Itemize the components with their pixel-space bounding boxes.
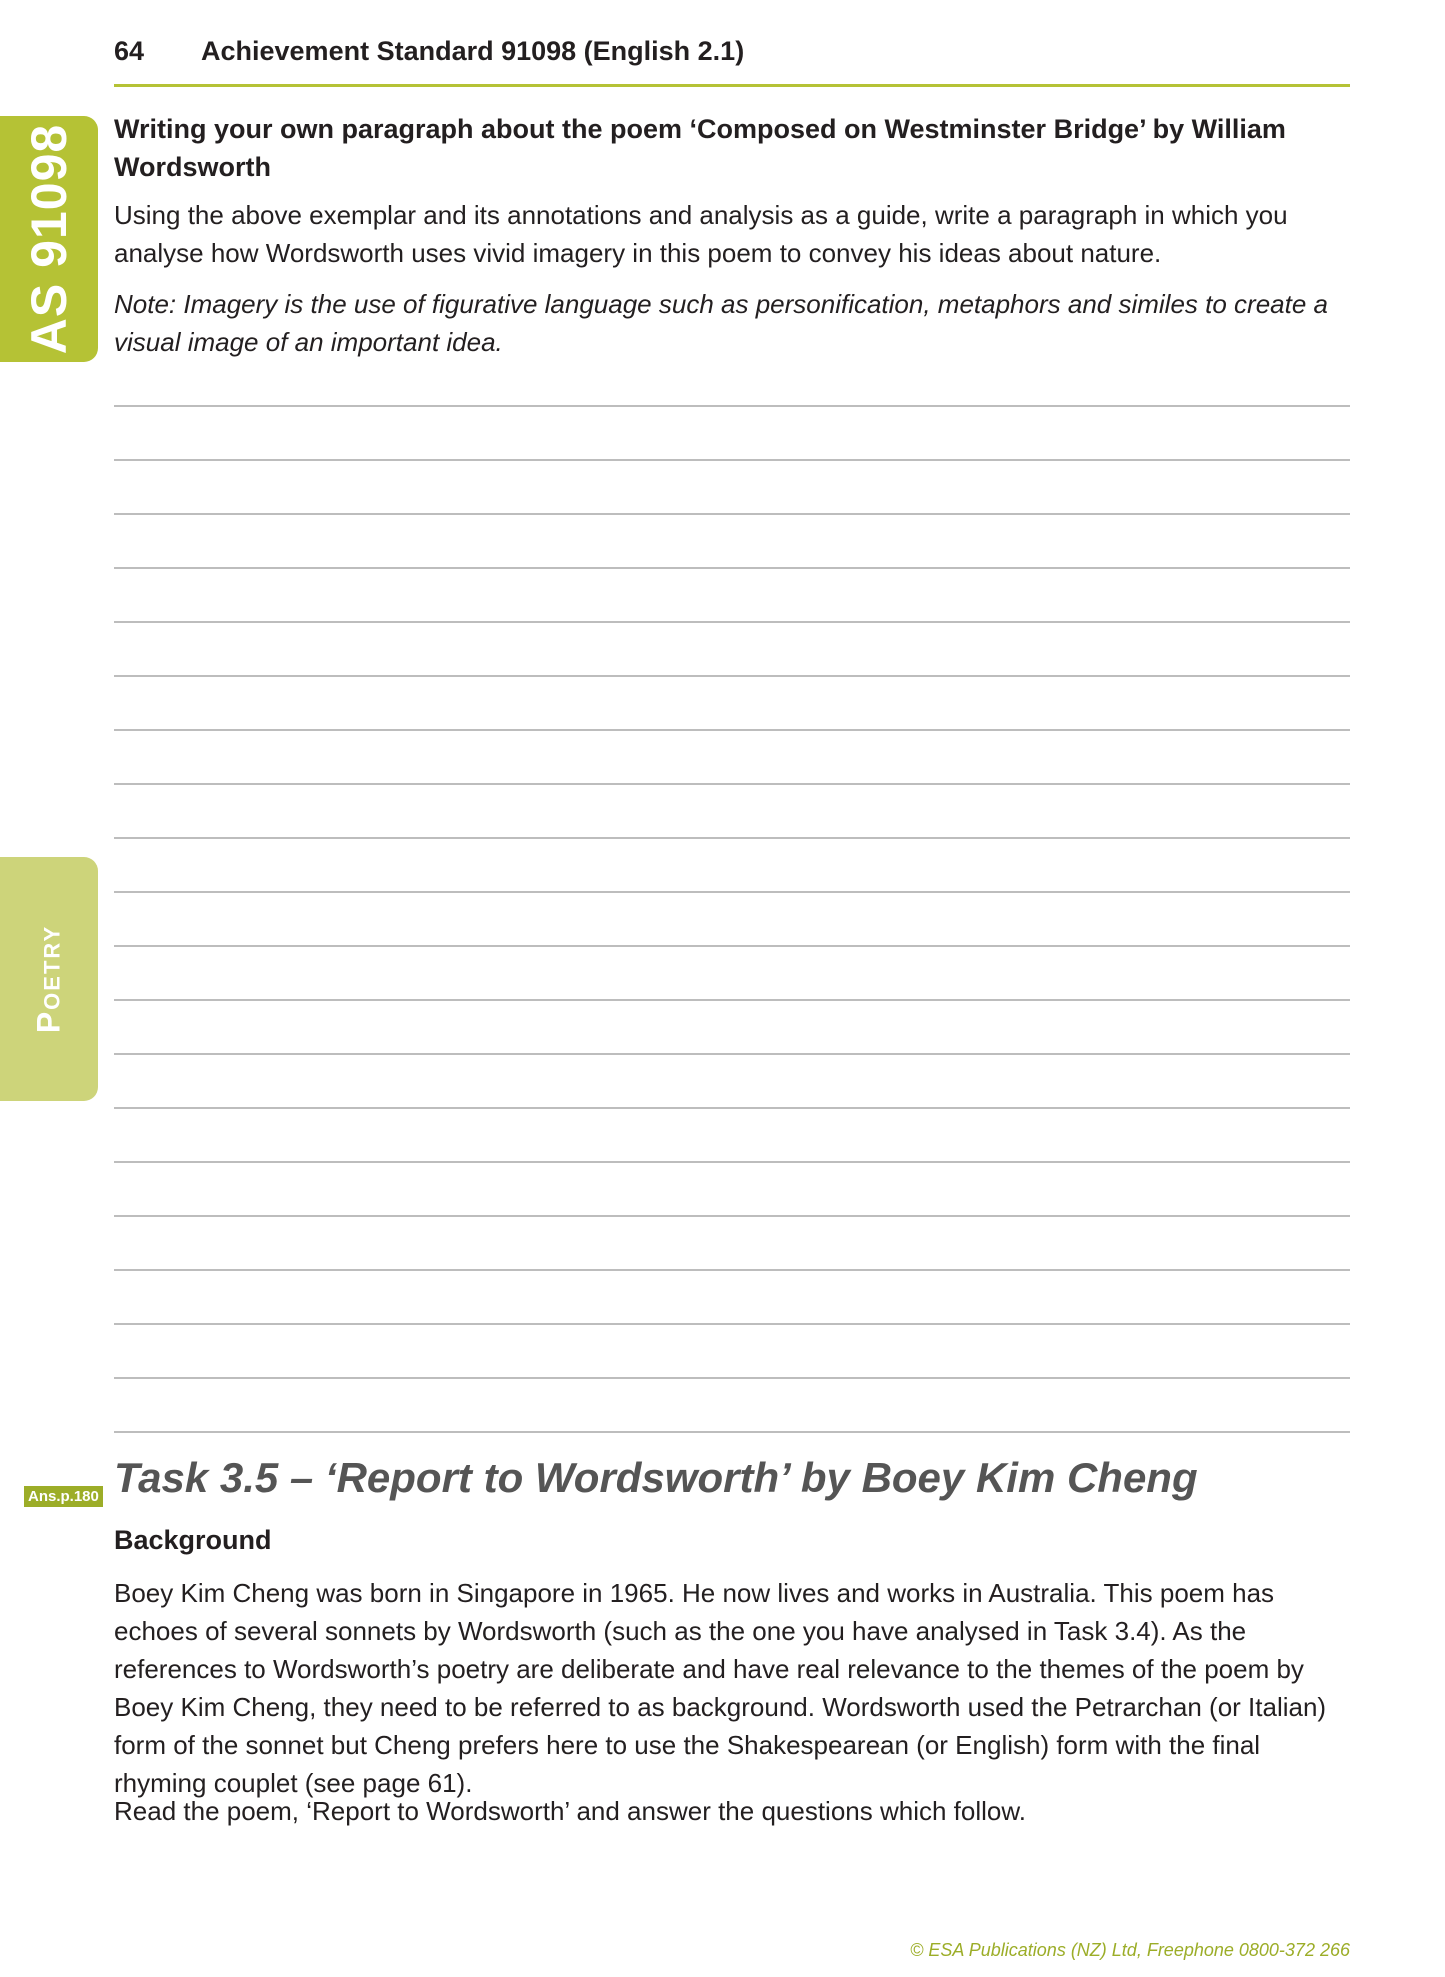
writing-heading: Writing your own paragraph about the poem ‘Composed on Westminster Bridge’ by William Wordsworth [114, 114, 1286, 182]
answer-reference-badge: Ans.p.180 [24, 1486, 103, 1507]
writing-line [114, 1431, 1350, 1433]
writing-line [114, 1377, 1350, 1379]
section-tab-label: Poetry [30, 924, 67, 1034]
background-text: Boey Kim Cheng was born in Singapore in 1965. He now lives and works in Australia. This poem has echoes of several sonnets by Wordsworth (such as the one you have analysed in Task 3.4). As the references to Wordsworth’s poetry are deliberate and have real relevance to the themes of the poem by Boey Kim Cheng, they need to be referred to as background. Wordsworth used the Petrarchan (or Italian) form of the sonnet but Cheng prefers here to use the Shakespearean (or English) form with the final rhyming couplet (see page 61). [114, 1578, 1327, 1798]
writing-line [114, 1053, 1350, 1055]
writing-line [114, 999, 1350, 1001]
writing-line [114, 1161, 1350, 1163]
page-header [114, 36, 744, 67]
writing-line [114, 513, 1350, 515]
writing-line [114, 945, 1350, 947]
header-title: Achievement Standard 91098 (English 2.1) [201, 36, 745, 66]
writing-line [114, 1269, 1350, 1271]
writing-line [114, 891, 1350, 893]
writing-instructions: Using the above exemplar and its annotations and analysis as a guide, write a paragraph in which you analyse how Wordsworth uses vivid imagery in this poem to convey his ideas about nature. [114, 200, 1288, 268]
writing-line [114, 783, 1350, 785]
writing-line [114, 567, 1350, 569]
read-instruction: Read the poem, ‘Report to Wordsworth’ and answer the questions which follow. [114, 1796, 1026, 1826]
imagery-note: Note: Imagery is the use of figurative language such as personification, metaphors and similes to create a visual image of an important idea. [114, 289, 1328, 357]
writing-line [114, 1107, 1350, 1109]
writing-line [114, 1323, 1350, 1325]
writing-line [114, 1215, 1350, 1217]
header-divider [114, 84, 1350, 87]
task-title: Task 3.5 – ‘Report to Wordsworth’ by Boey Kim Cheng [114, 1454, 1198, 1501]
footer-copyright: © ESA Publications (NZ) Ltd, Freephone 0800-372 266 [910, 1940, 1350, 1960]
writing-line [114, 675, 1350, 677]
background-heading: Background [114, 1525, 272, 1555]
writing-line [114, 621, 1350, 623]
standard-tab-label: AS 91098 [21, 123, 77, 355]
writing-line [114, 729, 1350, 731]
writing-line [114, 459, 1350, 461]
writing-line [114, 837, 1350, 839]
writing-line [114, 405, 1350, 407]
section-side-tab [0, 857, 98, 1101]
standard-side-tab [0, 116, 98, 362]
page-number: 64 [114, 36, 145, 66]
